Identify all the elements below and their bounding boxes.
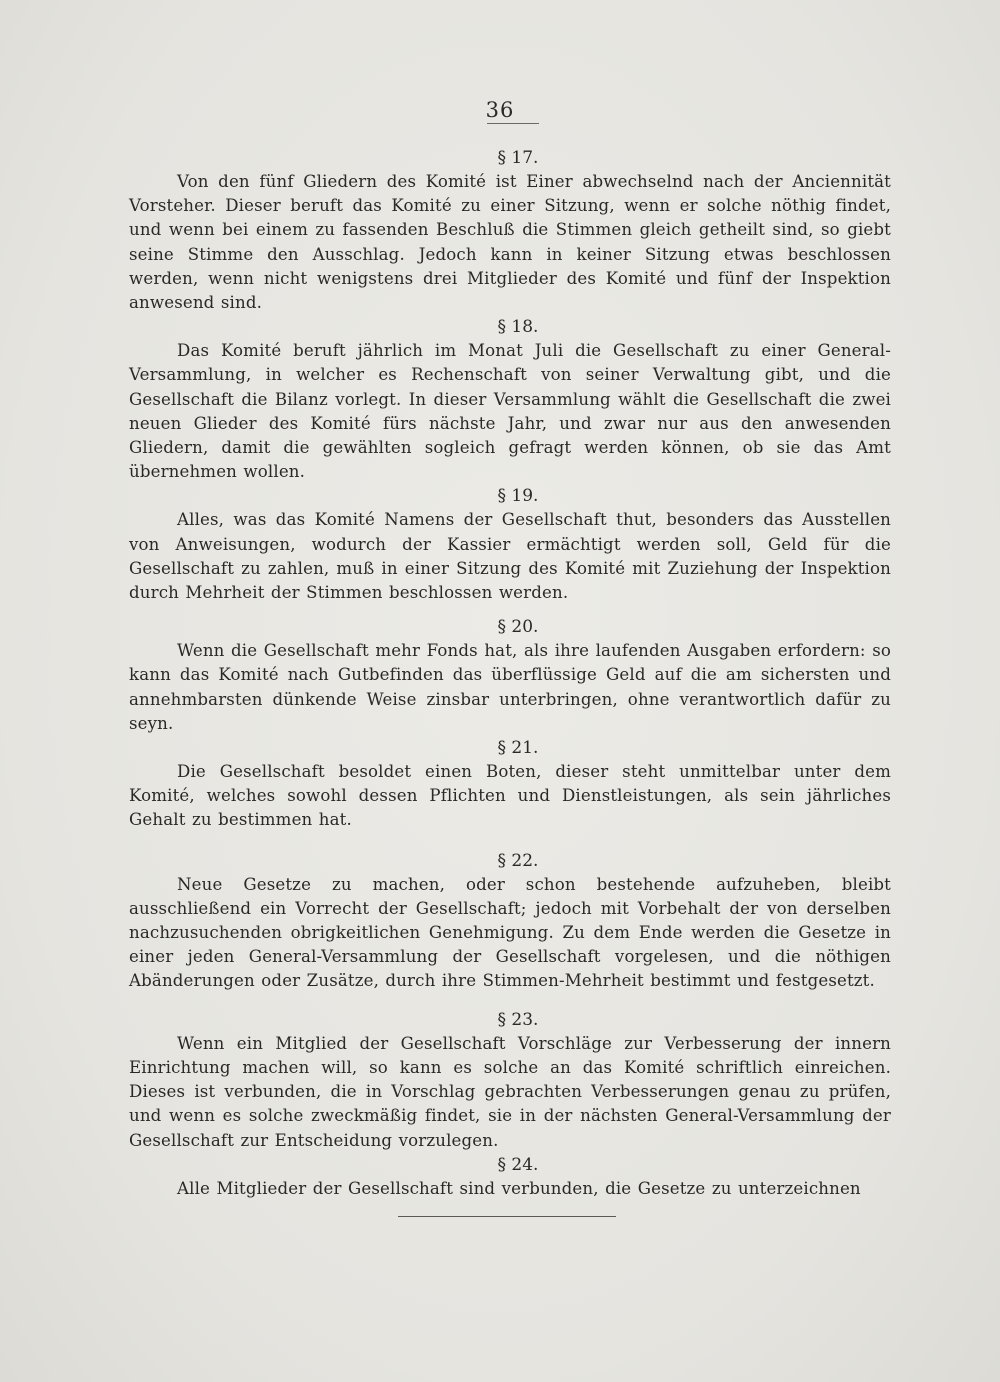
closing-rule — [398, 1216, 616, 1217]
section-18 — [129, 315, 891, 484]
section-heading: § 17. — [497, 148, 539, 168]
section-paragraph: Von den fünf Gliedern des Komité ist Einer abwechselnd nach der Anciennität Vorsteher. Dieser beruft das Komité zu einer Sitzung, wenn er solche nöthig findet, und wenn bei einem zu fassenden Beschluß die Stimmen gleich getheilt sind, so giebt seine Stimme den Ausschlag. Jedoch kann in keiner Sitzung etwas beschlossen werden, wenn nicht wenigstens drei Mitglieder des Komité und fünf der Inspektion anwesend sind. — [129, 172, 891, 313]
section-heading: § 24. — [497, 1154, 539, 1175]
section-heading: § 23. — [497, 1009, 539, 1030]
section-heading: § 18. — [497, 317, 539, 338]
section-paragraph: Alles, was das Komité Namens der Gesellschaft thut, besonders das Ausstellen von Anweisungen, wodurch der Kassier ermächtigt werden soll, Geld für die Gesellschaft zu zahlen, muß in einer Sitzung des Komité mit Zuziehung der Inspektion durch Mehrheit der Stimmen beschlossen werden. — [129, 510, 891, 603]
section-17 — [129, 146, 891, 315]
section-paragraph: Wenn die Gesellschaft mehr Fonds hat, als ihre laufenden Ausgaben erfordern: so kann das Komité nach Gutbefinden das überflüssige Geld auf die am sichersten und annehmbarsten dünkende Weise zinsbar unterbringen, ohne verantwortlich dafür zu seyn. — [129, 641, 891, 733]
section-heading: § 22. — [497, 850, 539, 871]
section-heading: § 19. — [497, 486, 539, 507]
section-heading: § 21. — [497, 738, 539, 759]
section-22 — [129, 849, 891, 994]
section-paragraph: Die Gesellschaft besoldet einen Boten, dieser steht unmittelbar unter dem Komité, welches sowohl dessen Pflichten und Dienstleistungen, als sein jährliches Gehalt zu bestimmen hat. — [129, 762, 891, 830]
section-paragraph: Neue Gesetze zu machen, oder schon bestehende aufzuheben, bleibt ausschließend ein Vorrecht der Gesellschaft; jedoch mit Vorbehalt der von derselben nachzusuchenden obrigkeitlichen Genehmigung. Zu dem Ende werden die Gesetze in einer jeden General-Versammlung der Gesellschaft vorgelesen, und die nöthigen Abänderungen oder Zusätze, durch ihre Stimmen-Mehrheit bestimmt und festgesetzt. — [129, 874, 891, 991]
section-paragraph: Wenn ein Mitglied der Gesellschaft Vorschläge zur Verbesserung der innern Einrichtung machen will, so kann es solche an das Komité schriftlich einreichen. Dieses ist verbunden, die in Vorschlag gebrachten Verbesserungen genau zu prüfen, und wenn es solche zweckmäßig findet, sie in der nächsten General-Versammlung der Gesellschaft zur Entscheidung vorzulegen. — [129, 1033, 891, 1150]
section-24 — [129, 1153, 891, 1201]
section-20 — [129, 615, 891, 736]
page-number: 36 — [485, 98, 515, 122]
page-number-rule — [487, 123, 539, 124]
section-23 — [129, 1008, 891, 1153]
section-21 — [129, 736, 891, 833]
document-body — [129, 146, 891, 1201]
section-paragraph: Das Komité beruft jährlich im Monat Juli die Gesellschaft zu einer General-Versammlung, in welcher es Rechenschaft von seiner Verwaltung gibt, und die Gesellschaft die Bilanz vorlegt. In dieser Versammlung wählt die Gesellschaft die zwei neuen Glieder des Komité fürs nächste Jahr, und zwar nur aus den anwesenden Gliedern, damit die gewählten sogleich gefragt werden können, ob sie das Amt übernehmen wollen. — [129, 341, 891, 482]
section-19 — [129, 484, 891, 605]
section-heading: § 20. — [497, 617, 539, 638]
section-paragraph: Alle Mitglieder der Gesellschaft sind verbunden, die Gesetze zu unterzeichnen — [177, 1178, 861, 1198]
